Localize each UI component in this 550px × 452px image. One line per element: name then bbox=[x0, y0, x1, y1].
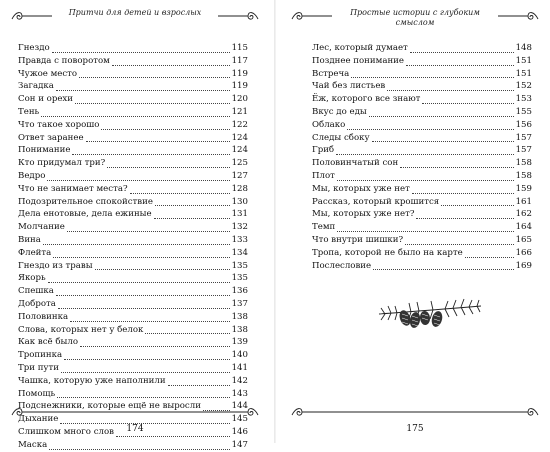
toc-entry bbox=[312, 234, 532, 247]
dot-leader bbox=[56, 82, 230, 91]
toc-entry-page: 130 bbox=[231, 196, 248, 207]
toc-entry bbox=[312, 132, 532, 145]
dot-leader bbox=[79, 69, 229, 78]
toc-entry bbox=[18, 439, 248, 452]
toc-entry bbox=[312, 170, 532, 183]
dot-leader bbox=[101, 121, 229, 130]
dot-leader bbox=[47, 172, 229, 181]
toc-entry-title: Ёж, которого все знают bbox=[312, 94, 421, 105]
toc-entry-page: 155 bbox=[515, 106, 532, 117]
dot-leader bbox=[80, 338, 230, 347]
toc-entry bbox=[18, 68, 248, 81]
toc-entry-title: Ведро bbox=[18, 170, 46, 181]
toc-entry-page: 131 bbox=[231, 209, 248, 220]
toc-entry-title: Облако bbox=[312, 119, 346, 130]
dot-leader bbox=[48, 274, 230, 283]
toc-entry-title: Понимание bbox=[18, 145, 71, 156]
toc-entry bbox=[18, 336, 248, 349]
toc-entry bbox=[312, 208, 532, 221]
dot-leader bbox=[416, 210, 513, 219]
toc-entry bbox=[18, 362, 248, 375]
toc-entry-title: Гнездо из травы bbox=[18, 260, 93, 271]
dot-leader bbox=[112, 57, 230, 66]
toc-entry-page: 161 bbox=[515, 196, 532, 207]
toc-entry bbox=[18, 144, 248, 157]
toc-entry-title: Что такое хорошо bbox=[18, 119, 100, 130]
dot-leader bbox=[369, 108, 514, 117]
toc-entry-page: 133 bbox=[231, 234, 248, 245]
toc-entry-page: 148 bbox=[515, 43, 532, 53]
toc-entry bbox=[18, 170, 248, 183]
left-footer bbox=[10, 398, 260, 438]
dot-leader bbox=[406, 57, 514, 66]
toc-entry-page: 117 bbox=[231, 55, 248, 66]
toc-entry-page: 165 bbox=[515, 234, 532, 245]
toc-entry-title: Слишком много слов bbox=[18, 426, 114, 437]
flourish-icon bbox=[290, 9, 334, 23]
toc-entry bbox=[18, 272, 248, 285]
toc-entry-title: Слова, которых нет у белок bbox=[18, 324, 144, 335]
toc-entry-page: 140 bbox=[231, 350, 248, 361]
toc-entry bbox=[18, 247, 248, 260]
toc-entry-title: Доброта bbox=[18, 298, 56, 309]
toc-entry-title: Маска bbox=[18, 439, 48, 450]
toc-entry-title: Подснежники, которые ещё не выросли bbox=[18, 401, 201, 412]
toc-entry-page: 139 bbox=[231, 337, 248, 348]
toc-entry-title: Темп bbox=[312, 222, 336, 233]
toc-entry bbox=[312, 80, 532, 93]
toc-entry bbox=[312, 93, 532, 106]
toc-entry-page: 120 bbox=[231, 94, 248, 105]
toc-entry bbox=[18, 375, 248, 388]
toc-entry-title: Чашка, которую уже наполнили bbox=[18, 375, 166, 386]
toc-entry-page: 152 bbox=[515, 81, 532, 92]
dot-leader bbox=[130, 185, 230, 194]
toc-entry-title: Гриб bbox=[312, 145, 335, 156]
pine-branch-icon bbox=[375, 290, 485, 330]
toc-entry-title: Подозрительное спокойствие bbox=[18, 196, 153, 207]
toc-entry-page: 138 bbox=[231, 311, 248, 322]
toc-entry bbox=[18, 234, 248, 247]
toc-entry bbox=[312, 183, 532, 196]
right-header bbox=[290, 8, 540, 30]
toc-entry bbox=[18, 221, 248, 234]
dot-leader bbox=[373, 261, 513, 270]
toc-entry-title: Половинчатый сон bbox=[312, 158, 399, 169]
toc-entry-page: 156 bbox=[515, 119, 532, 130]
toc-entry-title: Молчание bbox=[18, 222, 65, 233]
toc-entry-title: Вина bbox=[18, 234, 41, 245]
toc-entry bbox=[18, 298, 248, 311]
toc-entry-page: 132 bbox=[231, 222, 248, 233]
toc-entry-title: Чай без листьев bbox=[312, 81, 386, 92]
toc-entry-title: Гнездо bbox=[18, 43, 50, 53]
dot-leader bbox=[336, 146, 514, 155]
toc-entry-title: Кто придумал три? bbox=[18, 158, 106, 169]
toc-entry-page: 158 bbox=[515, 170, 532, 181]
toc-entry bbox=[18, 324, 248, 337]
toc-entry bbox=[18, 157, 248, 170]
page-number: 174 bbox=[126, 424, 144, 434]
toc-entry-title: Что внутри шишки? bbox=[312, 234, 404, 245]
toc-entry-title: Что не занимает места? bbox=[18, 183, 128, 194]
toc-entry-title: Половинка bbox=[18, 311, 69, 322]
dot-leader bbox=[465, 249, 514, 258]
right-footer bbox=[290, 398, 540, 438]
dot-leader bbox=[72, 146, 229, 155]
toc-entry-page: 142 bbox=[231, 375, 248, 386]
dot-leader bbox=[70, 313, 230, 322]
flourish-icon bbox=[216, 9, 260, 23]
page-number: 175 bbox=[406, 424, 424, 434]
toc-entry-page: 125 bbox=[231, 158, 248, 169]
toc-entry-page: 151 bbox=[515, 55, 532, 66]
toc-entry-page: 128 bbox=[231, 183, 248, 194]
dot-leader bbox=[422, 95, 513, 104]
toc-entry-title: Тропа, которой не было на карте bbox=[312, 247, 463, 258]
toc-entry-page: 124 bbox=[231, 132, 248, 143]
toc-entry-page: 141 bbox=[231, 362, 248, 373]
toc-entry-page: 135 bbox=[231, 260, 248, 271]
toc-entry-title: Помощь bbox=[18, 388, 56, 399]
toc-entry-title: Мы, которых уже нет bbox=[312, 183, 410, 194]
left-page bbox=[0, 0, 270, 450]
dot-leader bbox=[155, 197, 230, 206]
dot-leader bbox=[410, 44, 514, 53]
toc-entry-title: Позднее понимание bbox=[312, 55, 404, 66]
toc-entry-page: 127 bbox=[231, 170, 248, 181]
dot-leader bbox=[347, 121, 513, 130]
toc-entry bbox=[18, 260, 248, 273]
toc-entry-page: 169 bbox=[515, 260, 532, 271]
toc-entry-title: Следы сбоку bbox=[312, 132, 370, 143]
toc-entry-page: 166 bbox=[515, 247, 532, 258]
toc-entry bbox=[312, 144, 532, 157]
dot-leader bbox=[154, 210, 230, 219]
toc-entry bbox=[312, 68, 532, 81]
toc-entry-page: 138 bbox=[231, 324, 248, 335]
toc-entry bbox=[312, 157, 532, 170]
toc-entry bbox=[312, 260, 532, 273]
toc-entry-title: Ответ заранее bbox=[18, 132, 84, 143]
toc-entry bbox=[18, 349, 248, 362]
toc-entry-page: 135 bbox=[231, 273, 248, 284]
toc-entry bbox=[18, 196, 248, 209]
table-of-contents-right bbox=[312, 42, 532, 272]
toc-entry-page: 143 bbox=[231, 388, 248, 399]
dot-leader bbox=[412, 185, 514, 194]
toc-entry-page: 151 bbox=[515, 68, 532, 79]
dot-leader bbox=[49, 441, 229, 450]
dot-leader bbox=[41, 108, 229, 117]
dot-leader bbox=[145, 325, 229, 334]
dot-leader bbox=[56, 287, 230, 296]
toc-entry-title: Дыхание bbox=[18, 414, 59, 425]
toc-entry bbox=[18, 208, 248, 221]
dot-leader bbox=[61, 364, 230, 373]
left-header bbox=[10, 8, 260, 30]
dot-leader bbox=[67, 223, 230, 232]
toc-entry-page: 124 bbox=[231, 145, 248, 156]
toc-entry-page: 158 bbox=[515, 158, 532, 169]
toc-entry-title: Встреча bbox=[312, 68, 350, 79]
toc-entry bbox=[312, 221, 532, 234]
dot-leader bbox=[372, 133, 514, 142]
dot-leader bbox=[95, 261, 230, 270]
flourish-icon bbox=[496, 9, 540, 23]
toc-entry-title: Тропинка bbox=[18, 350, 63, 361]
toc-entry bbox=[18, 119, 248, 132]
toc-entry-page: 137 bbox=[231, 298, 248, 309]
toc-entry-page: 153 bbox=[515, 94, 532, 105]
toc-entry-page: 146 bbox=[231, 426, 248, 437]
toc-entry bbox=[18, 55, 248, 68]
toc-entry-title: Спешка bbox=[18, 286, 54, 297]
toc-entry-page: 134 bbox=[231, 247, 248, 258]
toc-entry-page: 115 bbox=[231, 43, 248, 53]
toc-entry-page: 119 bbox=[231, 81, 248, 92]
toc-entry-page: 147 bbox=[231, 439, 248, 450]
flourish-icon bbox=[10, 404, 260, 420]
toc-entry-title: Тень bbox=[18, 106, 40, 117]
toc-entry-page: 162 bbox=[515, 209, 532, 220]
toc-entry bbox=[18, 285, 248, 298]
toc-entry-page: 121 bbox=[231, 106, 248, 117]
toc-entry-title: Сон и орехи bbox=[18, 94, 74, 105]
toc-entry bbox=[18, 93, 248, 106]
dot-leader bbox=[337, 172, 514, 181]
dot-leader bbox=[441, 197, 513, 206]
dot-leader bbox=[58, 300, 230, 309]
toc-entry-title: Якорь bbox=[18, 273, 46, 284]
dot-leader bbox=[337, 223, 513, 232]
toc-entry bbox=[18, 311, 248, 324]
toc-entry bbox=[18, 132, 248, 145]
dot-leader bbox=[400, 159, 513, 168]
toc-entry-page: 145 bbox=[231, 414, 248, 425]
running-header: Притчи для детей и взрослых bbox=[68, 8, 202, 17]
toc-entry-page: 164 bbox=[515, 222, 532, 233]
toc-entry-page: 157 bbox=[515, 145, 532, 156]
flourish-icon bbox=[10, 9, 54, 23]
toc-entry-title: Послесловие bbox=[312, 260, 372, 271]
toc-entry-title: Лес, который думает bbox=[312, 43, 408, 53]
toc-entry bbox=[18, 42, 248, 55]
flourish-icon bbox=[290, 404, 540, 420]
toc-entry-title: Флейта bbox=[18, 247, 52, 258]
toc-entry bbox=[18, 183, 248, 196]
book-gutter bbox=[274, 0, 276, 443]
dot-leader bbox=[86, 133, 230, 142]
dot-leader bbox=[107, 159, 229, 168]
toc-entry-page: 159 bbox=[515, 183, 532, 194]
dot-leader bbox=[53, 249, 229, 258]
toc-entry-title: Рассказ, который крошится bbox=[312, 196, 440, 207]
toc-entry bbox=[312, 106, 532, 119]
toc-entry-title: Три пути bbox=[18, 362, 59, 373]
table-of-contents-left bbox=[18, 42, 248, 452]
toc-entry bbox=[312, 196, 532, 209]
toc-entry bbox=[312, 119, 532, 132]
toc-entry-page: 157 bbox=[515, 132, 532, 143]
toc-entry-title: Чужое место bbox=[18, 68, 78, 79]
toc-entry-title: Дела енотовые, дела ежиные bbox=[18, 209, 152, 220]
toc-entry-title: Вкус до еды bbox=[312, 106, 367, 117]
dot-leader bbox=[52, 44, 230, 53]
dot-leader bbox=[43, 236, 230, 245]
dot-leader bbox=[405, 236, 514, 245]
toc-entry-page: 144 bbox=[231, 401, 248, 412]
toc-entry bbox=[312, 55, 532, 68]
toc-entry bbox=[18, 106, 248, 119]
dot-leader bbox=[168, 377, 230, 386]
toc-entry bbox=[312, 42, 532, 55]
toc-entry-page: 119 bbox=[231, 68, 248, 79]
toc-entry bbox=[18, 80, 248, 93]
toc-entry bbox=[312, 247, 532, 260]
dot-leader bbox=[75, 95, 230, 104]
toc-entry-page: 122 bbox=[231, 119, 248, 130]
toc-entry-title: Как всё было bbox=[18, 337, 78, 348]
toc-entry-title: Мы, которых уже нет? bbox=[312, 209, 415, 220]
dot-leader bbox=[351, 69, 513, 78]
toc-entry-title: Плот bbox=[312, 170, 335, 181]
dot-leader bbox=[387, 82, 513, 91]
toc-entry-page: 136 bbox=[231, 286, 248, 297]
right-page bbox=[280, 0, 550, 443]
toc-entry-title: Правда с поворотом bbox=[18, 55, 110, 66]
dot-leader bbox=[64, 351, 230, 360]
running-header: Простые истории с глубоким смыслом bbox=[350, 8, 480, 27]
toc-entry-title: Загадка bbox=[18, 81, 54, 92]
